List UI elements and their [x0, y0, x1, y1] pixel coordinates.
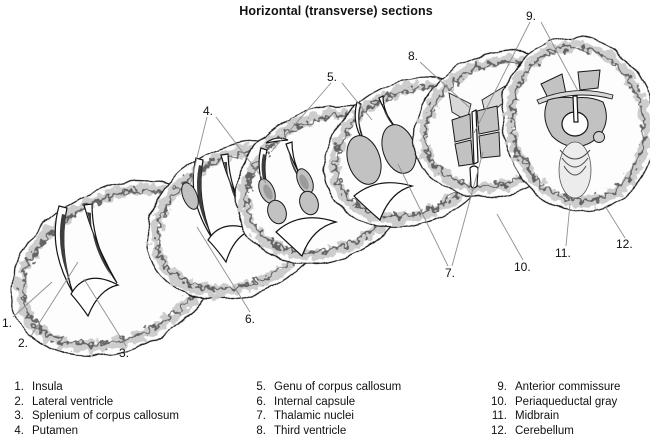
section-6-cerebellar-vermis	[559, 142, 591, 198]
legend-number-12: 12.	[491, 425, 507, 438]
callout-label-1: 1.	[2, 316, 13, 330]
legend-label-periaqueductal-gray: Periaqueductal gray	[515, 395, 618, 408]
legend-number-3: 3.	[14, 410, 24, 423]
legend-item-insula	[10, 380, 179, 395]
leader-line-12-cerebellum	[605, 206, 625, 238]
legend-item-putamen	[10, 424, 179, 439]
legend-number-1: 1.	[14, 381, 24, 393]
legend-item-periaqueductal-gray	[487, 395, 620, 410]
section-6-frontal-wing-right	[578, 70, 600, 90]
legend-item-lateral-ventricle	[10, 395, 179, 410]
legend-label-midbrain: Midbrain	[515, 410, 560, 423]
leader-line-10-periaqueductal-gray	[497, 214, 523, 260]
legend-item-anterior-commissure	[487, 380, 620, 395]
legend-number-4: 4.	[14, 425, 24, 438]
legend-label-internal-capsule: Internal capsule	[274, 395, 356, 408]
legend-item-cerebellum	[487, 424, 620, 439]
leader-line-11-midbrain	[566, 204, 570, 246]
legend-label-cerebellum: Cerebellum	[515, 425, 574, 438]
callout-label-4: 4.	[203, 104, 214, 118]
legend-label-insula: Insula	[32, 381, 63, 393]
legend-label-thalamic-nuclei: Thalamic nuclei	[274, 410, 354, 423]
legend-item-thalamic-nuclei	[252, 409, 401, 424]
callout-label-3: 3.	[119, 346, 130, 360]
section-6-periaqueductal-gray-circle	[594, 132, 605, 143]
callout-label-8: 8.	[408, 49, 419, 63]
legend-column-1	[10, 380, 179, 439]
legend-item-genu	[252, 380, 401, 395]
legend-label-anterior-commissure: Anterior commissure	[515, 381, 621, 393]
legend-number-10: 10.	[491, 395, 507, 408]
legend-item-third-ventricle	[252, 424, 401, 439]
legend-number-8: 8.	[256, 425, 266, 438]
callout-label-11: 11.	[555, 246, 571, 260]
callout-label-12: 12.	[616, 237, 633, 251]
callout-label-7: 7.	[445, 266, 456, 280]
section-6-midline-slit	[573, 96, 578, 122]
legend-number-11: 11.	[491, 410, 507, 423]
callout-label-5: 5.	[327, 70, 338, 84]
legend-number-6: 6.	[256, 395, 266, 408]
callout-label-10: 10.	[514, 260, 531, 274]
legend-label-putamen: Putamen	[32, 425, 79, 438]
callout-label-2: 2.	[18, 336, 29, 350]
legend-number-2: 2.	[14, 395, 24, 408]
legend-number-9: 9.	[497, 381, 507, 393]
legend-item-midbrain	[487, 409, 620, 424]
callout-label-6: 6.	[245, 312, 256, 326]
legend-label-lateral-ventricle: Lateral ventricle	[32, 395, 114, 408]
legend-item-internal-capsule	[252, 395, 401, 410]
legend-number-5: 5.	[256, 381, 266, 393]
legend-column-2	[252, 380, 401, 439]
figure-title: Horizontal (transverse) sections	[239, 4, 433, 18]
legend-label-genu: Genu of corpus callosum	[274, 381, 402, 393]
legend-number-7: 7.	[256, 410, 266, 423]
legend-label-third-ventricle: Third ventricle	[274, 425, 347, 438]
legend-label-splenium: Splenium of corpus callosum	[32, 410, 180, 423]
callout-label-9: 9.	[526, 9, 537, 23]
legend-item-splenium	[10, 409, 179, 424]
legend-column-3	[487, 380, 620, 439]
